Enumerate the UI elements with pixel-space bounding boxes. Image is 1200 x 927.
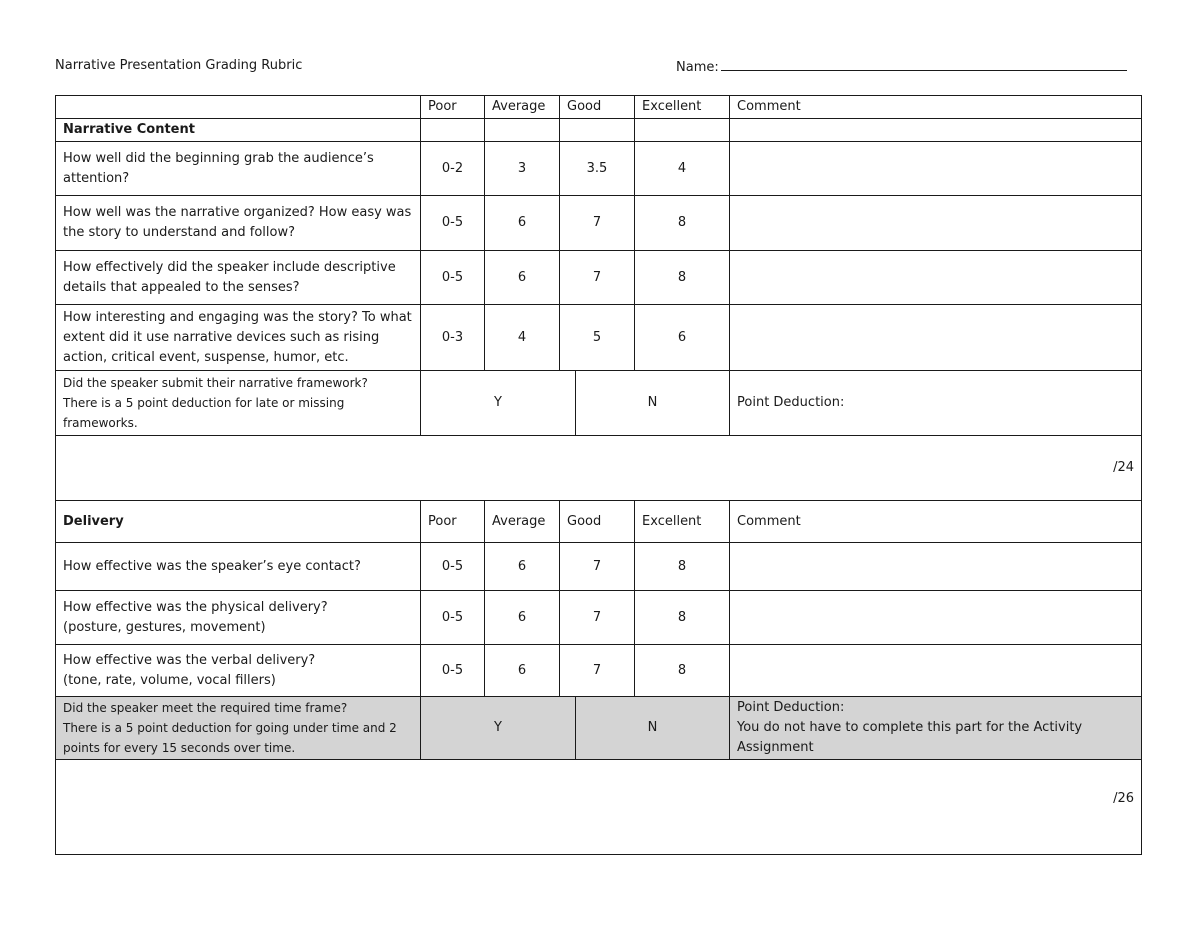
score-good[interactable]: 7: [560, 591, 635, 645]
score-good[interactable]: 7: [560, 196, 635, 251]
col-good: Good: [560, 501, 635, 543]
table-row: [56, 543, 1142, 591]
score-good[interactable]: 3.5: [560, 142, 635, 196]
point-deduction-label: Point Deduction:: [737, 700, 845, 715]
name-label: Name:: [676, 60, 719, 75]
delivery-header-row: [56, 501, 1142, 543]
criterion-text: How interesting and engaging was the story? To what extent did it use narrative devices such as rising action, critical event, suspense, humor, etc.: [56, 305, 421, 371]
time-frame-question-line: Did the speaker meet the required time frame?: [63, 701, 348, 715]
score-average[interactable]: 4: [485, 305, 560, 371]
comment-cell[interactable]: [730, 645, 1142, 697]
delivery-total-row: [56, 760, 1142, 855]
criterion-text: [56, 645, 421, 697]
score-poor[interactable]: 0-3: [421, 305, 485, 371]
time-frame-question: [56, 697, 421, 760]
score-poor[interactable]: 0-5: [421, 196, 485, 251]
column-header-row: [56, 96, 1142, 119]
criterion-text: How well did the beginning grab the audience’s attention?: [56, 142, 421, 196]
name-blank-line[interactable]: [721, 58, 1127, 71]
col-average: Average: [485, 96, 560, 119]
col-comment: Comment: [730, 501, 1142, 543]
score-excellent[interactable]: 8: [635, 591, 730, 645]
framework-point-deduction[interactable]: Point Deduction:: [730, 371, 1142, 436]
col-poor: Poor: [421, 96, 485, 119]
framework-question-line: Did the speaker submit their narrative framework?: [63, 376, 368, 390]
col-good: Good: [560, 96, 635, 119]
col-average: Average: [485, 501, 560, 543]
content-total-row: [56, 436, 1142, 501]
score-excellent[interactable]: 8: [635, 196, 730, 251]
criterion-text: How effectively did the speaker include descriptive details that appealed to the senses?: [56, 251, 421, 305]
time-frame-row: [56, 697, 1142, 760]
col-poor: Poor: [421, 501, 485, 543]
header-blank-cell: [56, 96, 421, 119]
framework-row: [56, 371, 1142, 436]
score-poor[interactable]: 0-5: [421, 591, 485, 645]
comment-cell[interactable]: [730, 142, 1142, 196]
score-excellent[interactable]: 8: [635, 543, 730, 591]
comment-cell[interactable]: [730, 305, 1142, 371]
document-title: Narrative Presentation Grading Rubric: [55, 58, 303, 73]
content-total: /24: [56, 436, 1142, 501]
col-comment: Comment: [730, 96, 1142, 119]
criterion-subline: (tone, rate, volume, vocal fillers): [63, 672, 276, 688]
score-poor[interactable]: 0-2: [421, 142, 485, 196]
section-title-delivery: Delivery: [56, 501, 421, 543]
delivery-total: /26: [56, 760, 1142, 855]
framework-question-note: There is a 5 point deduction for late or missing frameworks.: [63, 396, 345, 430]
comment-cell[interactable]: [730, 196, 1142, 251]
table-row: [56, 196, 1142, 251]
criterion-text: How effective was the speaker’s eye contact?: [56, 543, 421, 591]
score-good[interactable]: 7: [560, 543, 635, 591]
score-excellent[interactable]: 4: [635, 142, 730, 196]
time-frame-no[interactable]: N: [576, 697, 730, 760]
time-frame-question-note: There is a 5 point deduction for going under time and 2 points for every 15 seconds over time.: [63, 721, 397, 755]
grading-rubric-table: [55, 95, 1142, 855]
criterion-line: How effective was the verbal delivery?: [63, 652, 316, 668]
score-average[interactable]: 6: [485, 196, 560, 251]
score-good[interactable]: 5: [560, 305, 635, 371]
table-row: [56, 645, 1142, 697]
table-row: [56, 251, 1142, 305]
point-deduction-note: You do not have to complete this part for the Activity Assignment: [737, 720, 1083, 755]
score-average[interactable]: 6: [485, 251, 560, 305]
criterion-text: [56, 591, 421, 645]
comment-cell[interactable]: [730, 591, 1142, 645]
section-title-row: [56, 119, 1142, 142]
score-good[interactable]: 7: [560, 251, 635, 305]
framework-yes[interactable]: Y: [421, 371, 576, 436]
table-row: [56, 305, 1142, 371]
table-row: [56, 142, 1142, 196]
col-excellent: Excellent: [635, 501, 730, 543]
score-average[interactable]: 6: [485, 591, 560, 645]
criterion-text: How well was the narrative organized? How easy was the story to understand and follow?: [56, 196, 421, 251]
criterion-line: How effective was the physical delivery?: [63, 599, 328, 615]
table-row: [56, 591, 1142, 645]
col-excellent: Excellent: [635, 96, 730, 119]
comment-cell[interactable]: [730, 543, 1142, 591]
framework-question: [56, 371, 421, 436]
score-excellent[interactable]: 8: [635, 251, 730, 305]
score-average[interactable]: 6: [485, 645, 560, 697]
name-field[interactable]: [676, 58, 1127, 75]
score-poor[interactable]: 0-5: [421, 543, 485, 591]
score-average[interactable]: 3: [485, 142, 560, 196]
score-excellent[interactable]: 6: [635, 305, 730, 371]
time-frame-yes[interactable]: Y: [421, 697, 576, 760]
time-frame-point-deduction[interactable]: [730, 697, 1142, 760]
score-excellent[interactable]: 8: [635, 645, 730, 697]
comment-cell[interactable]: [730, 251, 1142, 305]
section-title-narrative-content: Narrative Content: [56, 119, 421, 142]
score-good[interactable]: 7: [560, 645, 635, 697]
score-average[interactable]: 6: [485, 543, 560, 591]
criterion-subline: (posture, gestures, movement): [63, 619, 266, 635]
score-poor[interactable]: 0-5: [421, 645, 485, 697]
framework-no[interactable]: N: [576, 371, 730, 436]
score-poor[interactable]: 0-5: [421, 251, 485, 305]
